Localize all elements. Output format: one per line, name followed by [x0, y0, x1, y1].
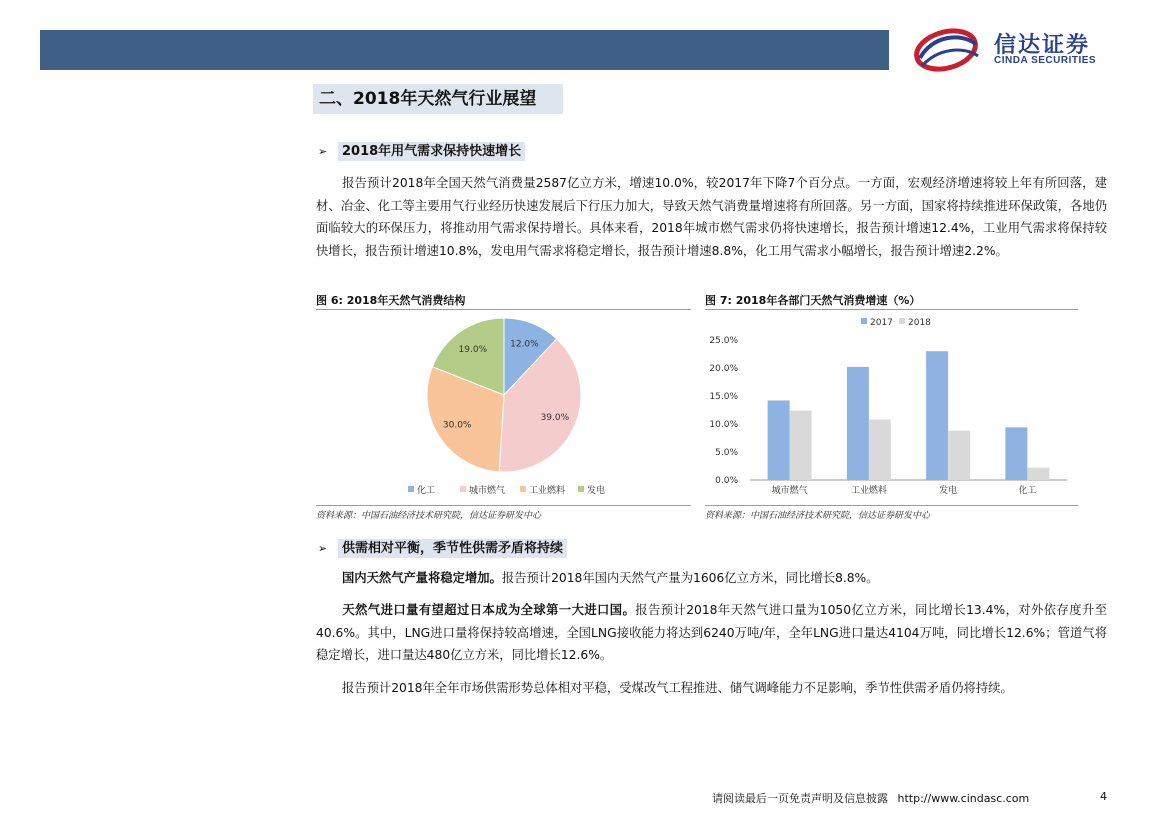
x-category-label: 发电	[939, 486, 958, 496]
pie-value-label: 12.0%	[510, 339, 539, 350]
legend-label-发电: 发电	[587, 486, 606, 496]
figure7-title: 图 7: 2018年各部门天然气消费增速（%）	[705, 294, 921, 307]
y-tick-label: 0.0%	[715, 476, 738, 486]
subheading-supply-label: 供需相对平衡，季节性供需矛盾将持续	[338, 539, 567, 558]
footer-url[interactable]: http://www.cindasc.com	[897, 792, 1030, 805]
paragraph-imports-text: 报告预计2018年天然气进口量为1050亿立方米，同比增长13.4%，对外依存度升至40.6%。其中，LNG进口量将保持较高增速，全国LNG接收能力将达到6240万吨/年，全年LNG进口量达4104万吨，同比增长12.6%；管道气将稳定增长，进口量达480亿立方米，同比增长12.6%。	[316, 603, 1107, 662]
header-bar	[40, 30, 889, 70]
bar-2018-城市燃气	[790, 411, 812, 480]
paragraph-demand	[316, 172, 1107, 262]
paragraph-outlook	[316, 677, 1107, 700]
bar-2017-发电	[926, 351, 948, 480]
y-tick-label: 20.0%	[709, 364, 738, 374]
legend-label-化工: 化工	[417, 486, 436, 496]
pie-value-label: 39.0%	[540, 413, 570, 424]
pie-value-label: 19.0%	[458, 345, 488, 356]
y-tick-label: 25.0%	[709, 336, 738, 346]
legend-label-工业燃料: 工业燃料	[529, 486, 566, 496]
arrow-bullet-icon: ➢	[318, 542, 328, 555]
paragraph-imports-lead: 天然气进口量有望超过日本成为全球第一大进口国。	[342, 603, 636, 617]
x-category-label: 化工	[1018, 486, 1037, 496]
legend-swatch-发电	[578, 486, 584, 492]
subheading-demand-label: 2018年用气需求保持快速增长	[338, 142, 525, 161]
bar-2018-发电	[948, 431, 970, 480]
cinda-logo-mark	[912, 28, 984, 72]
legend-swatch-2017	[861, 318, 867, 324]
paragraph-demand-text: 报告预计2018年全国天然气消费量2587亿立方米，增速10.0%，较2017年下降7个百分点。一方面，宏观经济增速将较上年有所回落，建材、冶金、化工等主要用气行业经历快速发展后下行压力加大，导致天然气消费量增速将有所回落。另一方面，国家将持续推进环保政策，各地仍面临较大的环保压力，将推动用气需求保持增长。具体来看，2018年城市燃气需求仍将快速增长，报告预计增速12.4%，工业用气需求将保持较快增长，报告预计增速10.8%，发电用气需求将稳定增长，报告预计增速8.8%，化工用气需求小幅增长，报告预计增速2.2%。	[316, 176, 1107, 258]
logo-chinese-name: 信达证券	[994, 33, 1091, 58]
x-category-label: 工业燃料	[850, 486, 887, 496]
paragraph-imports	[316, 599, 1107, 667]
subheading-supply	[318, 537, 567, 556]
legend-label-城市燃气: 城市燃气	[469, 486, 506, 496]
figure7-top-rule	[705, 309, 1078, 310]
figure6-bottom-rule	[316, 505, 691, 506]
y-tick-label: 5.0%	[715, 448, 738, 458]
bar-2018-化工	[1027, 468, 1049, 480]
bar-2017-工业燃料	[847, 367, 869, 480]
figure6-title: 图 6: 2018年天然气消费结构	[316, 294, 466, 307]
paragraph-production	[316, 567, 1107, 590]
pie-value-label: 30.0%	[442, 420, 472, 431]
footer-disclaimer	[712, 790, 1029, 806]
paragraph-production-lead: 国内天然气产量将稳定增加。	[342, 571, 502, 585]
bar-2017-城市燃气	[768, 400, 790, 480]
bar-chart	[705, 312, 1078, 504]
bar-2018-工业燃料	[869, 420, 891, 480]
pie-chart	[316, 312, 691, 504]
y-tick-label: 15.0%	[709, 392, 738, 402]
page-number: 4	[1100, 790, 1107, 803]
bar-2017-化工	[1005, 427, 1027, 480]
x-category-label: 城市燃气	[771, 486, 808, 496]
paragraph-production-text: 报告预计2018年国内天然气产量为1606亿立方米，同比增长8.8%。	[501, 571, 879, 585]
paragraph-outlook-text: 报告预计2018年全年市场供需形势总体相对平稳，受煤改气工程推进、储气调峰能力不足影响，季节性供需矛盾仍将持续。	[342, 681, 1013, 695]
cinda-logo	[912, 28, 1122, 72]
arrow-bullet-icon: ➢	[318, 145, 328, 158]
logo-english-name: CINDA SECURITIES	[994, 55, 1097, 66]
figure7-source: 资料来源：中国石油经济技术研究院，信达证券研发中心	[705, 511, 931, 521]
figure6-source: 资料来源：中国石油经济技术研究院，信达证券研发中心	[316, 511, 542, 521]
legend-swatch-城市燃气	[460, 486, 466, 492]
legend-swatch-化工	[408, 486, 414, 492]
section-title: 二、2018年天然气行业展望	[313, 84, 563, 114]
legend-swatch-2018	[899, 318, 905, 324]
legend-label-2017: 2017	[870, 318, 893, 328]
y-tick-label: 10.0%	[709, 420, 738, 430]
footer-disclaimer-text: 请阅读最后一页免责声明及信息披露	[712, 792, 888, 805]
legend-label-2018: 2018	[908, 318, 931, 328]
figure7-bottom-rule	[705, 505, 1078, 506]
legend-swatch-工业燃料	[520, 486, 526, 492]
figure6-top-rule	[316, 309, 691, 310]
subheading-demand	[318, 140, 525, 159]
